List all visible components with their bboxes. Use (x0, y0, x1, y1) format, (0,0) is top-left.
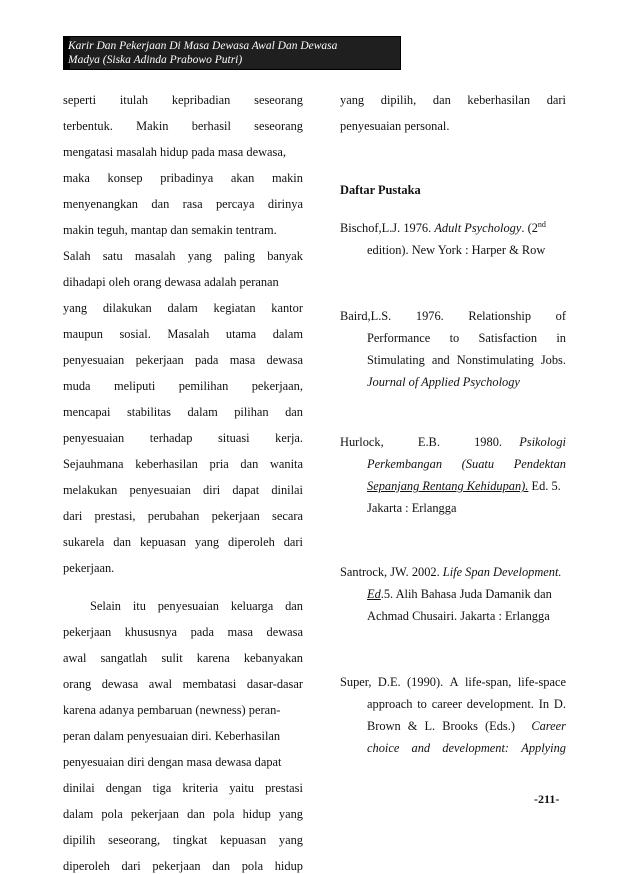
word: hidup (242, 807, 271, 821)
reference-line (340, 696, 566, 712)
word: D. (553, 697, 566, 711)
word: dari (121, 859, 141, 873)
body-line (63, 378, 303, 394)
reference-hurlock (340, 434, 566, 450)
reference-author-year (340, 434, 502, 450)
word: kantor (271, 301, 303, 315)
word: diperoleh (228, 535, 275, 549)
reference-line (340, 478, 566, 494)
word: pekerjaan (130, 807, 179, 821)
word: Pendektan (513, 457, 566, 471)
word: prestasi (265, 781, 303, 795)
word: stabilitas (126, 405, 171, 419)
word: akan (230, 171, 255, 185)
word: seperti (63, 93, 97, 107)
word: pekerjaan (152, 859, 201, 873)
word: dalam (63, 807, 94, 821)
word: pola (241, 859, 264, 873)
word: A (449, 675, 459, 689)
word: dewasa (266, 625, 303, 639)
word: hidup (274, 859, 303, 873)
word: L. (424, 719, 436, 733)
body-line (63, 650, 303, 666)
word: penyesuaian (157, 599, 219, 613)
word: Relationship (468, 309, 532, 323)
body-line (63, 170, 303, 186)
word: to (417, 697, 427, 711)
word: pola (101, 807, 123, 821)
word: percaya (215, 197, 255, 211)
word: kepribadian (171, 93, 231, 107)
word: (1990). (407, 675, 444, 689)
reference-line (340, 586, 566, 602)
word: satu (102, 249, 123, 263)
reference-author-year: Bischof,L.J. 1976. (340, 221, 435, 235)
word: yang (278, 833, 303, 847)
body-line (63, 858, 303, 874)
word: dan (285, 599, 303, 613)
reference-line (340, 352, 566, 368)
word: yaitu (229, 781, 254, 795)
word: penyesuaian (63, 431, 125, 445)
word: 1976. (415, 309, 444, 323)
word: life-span, (464, 675, 512, 689)
word: dan (212, 859, 231, 873)
word: dinilai (63, 781, 95, 795)
reference-author-year: Santrock, JW. 2002. (340, 565, 443, 579)
word: terbentuk. (63, 119, 113, 133)
word: dilakukan (102, 301, 152, 315)
reference-title: Life Span Development. (442, 565, 562, 579)
body-line: penyesuaian personal. (340, 119, 450, 133)
word: pekerjaan (63, 625, 112, 639)
word: terhadap (149, 431, 193, 445)
word: dasar-dasar (246, 677, 303, 691)
word: masa (229, 353, 256, 367)
word: muda (63, 379, 91, 393)
word: penyesuaian (63, 353, 125, 367)
reference-line (340, 330, 566, 346)
word: meliputi (113, 379, 156, 393)
word: tiga (152, 781, 172, 795)
word: dan (240, 457, 259, 471)
word: (Eds.) (485, 719, 515, 733)
reference-santrock (340, 564, 566, 580)
word: seseorang (254, 93, 303, 107)
word: kerja. (275, 431, 303, 445)
body-line (63, 352, 303, 368)
word: Perkembangan (367, 457, 443, 471)
body-line (63, 196, 303, 212)
word: dalam (167, 301, 198, 315)
word: pemilihan (178, 379, 229, 393)
references-heading: Daftar Pustaka (340, 183, 421, 197)
body-line (63, 598, 303, 614)
body-line (63, 508, 303, 524)
body-line (63, 832, 303, 848)
word: keberhasilan (135, 457, 198, 471)
word: penyesuaian (129, 483, 191, 497)
reference-bischof (340, 220, 566, 236)
body-line (63, 534, 303, 550)
word: kriteria (182, 781, 219, 795)
reference-edition-sup: nd (537, 219, 546, 229)
word: and (431, 353, 450, 367)
reference-line (340, 718, 566, 734)
word: dipilih (63, 833, 96, 847)
word: kegiatan (213, 301, 256, 315)
reference-line-rest: .5. Alih Bahasa Juda Damanik dan (380, 587, 552, 601)
word: dipilih, (380, 93, 417, 107)
word: pilihan (234, 405, 269, 419)
word: pekerjaan (211, 509, 260, 523)
word: dewasa (101, 677, 139, 691)
word: E.B. (417, 435, 440, 449)
word: yang (195, 535, 220, 549)
word: makin (271, 171, 303, 185)
word: perubahan (147, 509, 200, 523)
word: development: (442, 741, 510, 755)
word: Baird,L.S. (340, 309, 392, 323)
reference-editors (367, 718, 515, 734)
reference-title: Career (531, 719, 566, 733)
word: D.E. (377, 675, 401, 689)
word: khususnya (124, 625, 178, 639)
word: kebanyakan (243, 651, 303, 665)
word: in (556, 331, 566, 345)
word: Applying (521, 741, 566, 755)
word: tingkat (172, 833, 208, 847)
reference-line: Achmad Chusairi. Jakarta : Erlangga (367, 609, 550, 623)
word: rasa (182, 197, 203, 211)
word: prestasi, (94, 509, 136, 523)
word: seseorang, (108, 833, 161, 847)
word: pribadinya (160, 171, 214, 185)
word: choice (367, 741, 400, 755)
word: pekerjaan, (251, 379, 303, 393)
word: diri (202, 483, 221, 497)
word: development. (466, 697, 534, 711)
word: mencapai (63, 405, 111, 419)
word: Brooks (442, 719, 478, 733)
word: diperoleh (63, 859, 110, 873)
word: yang (340, 93, 365, 107)
word: masa (227, 625, 253, 639)
word: sosial. (119, 327, 151, 341)
word: karena (196, 651, 230, 665)
word: utama (225, 327, 257, 341)
word: dari (283, 535, 303, 549)
body-line (63, 300, 303, 316)
word: situasi (217, 431, 250, 445)
word: secara (272, 509, 303, 523)
reference-edition: Ed. 5. (528, 479, 561, 493)
word: yang (63, 301, 88, 315)
body-line (63, 248, 303, 264)
word: approach (367, 697, 413, 711)
word: dan (113, 535, 132, 549)
word: Brown (367, 719, 401, 733)
word: pada (190, 625, 214, 639)
body-line (63, 676, 303, 692)
word: paling (224, 249, 255, 263)
word: konsep (107, 171, 143, 185)
body-line: penyesuaian diri dengan masa dewasa dapat (63, 755, 282, 769)
word: orang (63, 677, 92, 691)
body-line: dihadapi oleh orang dewasa adalah peranan (63, 275, 279, 289)
word: membatasi (182, 677, 237, 691)
word: itu (132, 599, 146, 613)
body-line (63, 430, 303, 446)
reference-super (340, 674, 566, 690)
word: Stimulating (367, 353, 425, 367)
word: Satisfaction (478, 331, 538, 345)
word: dirinya (267, 197, 303, 211)
word: yang (278, 807, 303, 821)
running-header-text (68, 39, 337, 67)
reference-edition-ed: Ed (367, 587, 381, 601)
word: kepuasan (220, 833, 267, 847)
body-line (63, 806, 303, 822)
reference-line: edition). New York : Harper & Row (367, 243, 546, 257)
word: life-space (517, 675, 566, 689)
word: berhasil (191, 119, 231, 133)
word: & (407, 719, 418, 733)
word: dari (546, 93, 566, 107)
word: keluarga (230, 599, 274, 613)
word: Makin (136, 119, 169, 133)
reference-journal: Journal of Applied Psychology (367, 375, 520, 389)
body-line (63, 456, 303, 472)
word: dengan (105, 781, 142, 795)
word: dan (187, 807, 205, 821)
word: melakukan (63, 483, 118, 497)
word: seseorang (254, 119, 303, 133)
body-line: karena adanya pembaruan (newness) peran- (63, 703, 281, 717)
word: wanita (269, 457, 303, 471)
reference-title-line: Sepanjang Rentang Kehidupan). (367, 479, 529, 493)
running-header-line-2: Madya (Siska Adinda Prabowo Putri) (68, 54, 243, 66)
body-line: mengatasi masalah hidup pada masa dewasa, (63, 145, 286, 159)
running-header-line-1: Karir Dan Pekerjaan Di Masa Dewasa Awal Dan Dewasa (68, 40, 338, 52)
word: menyenangkan (63, 197, 139, 211)
body-line (63, 118, 303, 134)
word: maupun (63, 327, 103, 341)
body-line (63, 326, 303, 342)
word: kepuasan (139, 535, 187, 549)
reference-title-line (340, 740, 566, 756)
word: Sejauhmana (63, 457, 124, 471)
word: awal (63, 651, 87, 665)
word: (Suatu (461, 457, 495, 471)
word: itulah (119, 93, 149, 107)
body-line: peran dalam penyesuaian diri. Keberhasilan (63, 729, 281, 743)
word: pola (213, 807, 235, 821)
word: dinilai (271, 483, 303, 497)
word: awal (148, 677, 173, 691)
word: maka (63, 171, 90, 185)
body-line (63, 624, 303, 640)
running-header (63, 36, 401, 70)
reference-line: Jakarta : Erlangga (367, 501, 457, 515)
word: dapat (232, 483, 260, 497)
word: dan (285, 405, 303, 419)
body-line (63, 780, 303, 796)
word: In (538, 697, 550, 711)
reference-baird (340, 308, 566, 324)
word: sulit (161, 651, 183, 665)
word: and (411, 741, 431, 755)
word: sangatlah (100, 651, 148, 665)
body-line: pekerjaan. (63, 561, 115, 575)
reference-title: Adult Psychology (434, 221, 522, 235)
word: pada (195, 353, 219, 367)
reference-title-line (340, 456, 566, 472)
word: Performance (367, 331, 431, 345)
word: keberhasilan (467, 93, 531, 107)
word: dalam (272, 327, 303, 341)
word: yang (187, 249, 212, 263)
word: Masalah (167, 327, 210, 341)
word: dan (432, 93, 451, 107)
body-line: makin teguh, mantap dan semakin tentram. (63, 223, 277, 237)
body-line (63, 404, 303, 420)
page-number: -211- (534, 792, 560, 806)
reference-title: Psikologi (519, 435, 566, 449)
word: Selain (90, 599, 121, 613)
word: banyak (267, 249, 303, 263)
word: pekerjaan (135, 353, 184, 367)
word: dewasa (266, 353, 303, 367)
word: dan (151, 197, 170, 211)
word: Jobs. (540, 353, 566, 367)
word: career (431, 697, 462, 711)
reference-edition: . (2 (521, 221, 538, 235)
word: dalam (187, 405, 218, 419)
word: masalah (134, 249, 176, 263)
word: Nonstimulating (456, 353, 534, 367)
body-line (63, 92, 303, 108)
body-line (340, 92, 566, 108)
word: pria (209, 457, 229, 471)
word: to (449, 331, 460, 345)
word: Hurlock, (340, 435, 384, 449)
word: Salah (63, 249, 91, 263)
word: Super, (340, 675, 372, 689)
word: 1980. (474, 435, 502, 449)
word: dari (63, 509, 83, 523)
word: sukarela (63, 535, 105, 549)
word: of (555, 309, 566, 323)
body-line (63, 482, 303, 498)
